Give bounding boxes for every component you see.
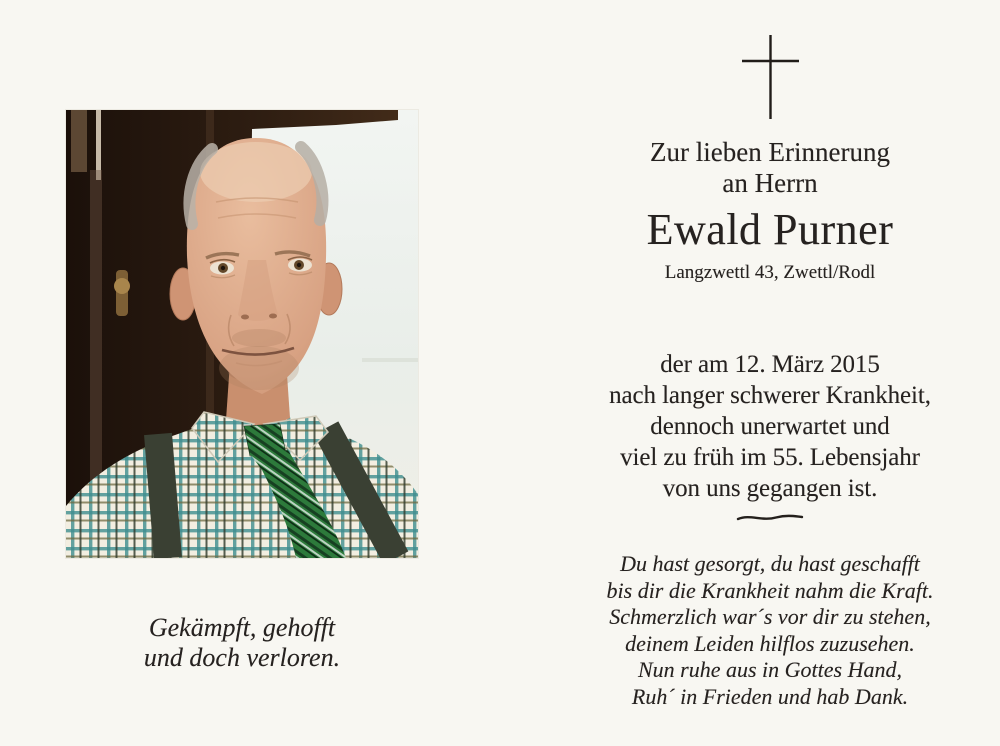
- poem-line: bis dir die Krankheit nahm die Kraft.: [606, 577, 934, 603]
- poem-line: Schmerzlich war´s vor dir zu stehen,: [609, 604, 931, 630]
- obituary-line: nach langer schwerer Krankheit,: [609, 382, 931, 409]
- photo-caption: [66, 613, 418, 673]
- photo-caption-line: Gekämpft, gehofft: [148, 613, 336, 642]
- memorial-header-line: Zur lieben Erinnerung: [650, 137, 890, 167]
- obituary-text: [560, 349, 980, 504]
- poem-line: Du hast gesorgt, du hast geschafft: [620, 551, 920, 576]
- deceased-name: Ewald Purner: [646, 205, 894, 254]
- poem-line: Nun ruhe aus in Gottes Hand,: [638, 657, 902, 683]
- obituary-line: viel zu früh im 55. Lebensjahr: [620, 444, 920, 471]
- cross-icon: [560, 34, 980, 120]
- memorial-header: [560, 137, 980, 199]
- memorial-header-line: an Herrn: [722, 168, 818, 198]
- deceased-address: Langzwettl 43, Zwettl/Rodl: [664, 262, 876, 283]
- poem-line: deinem Leiden hilflos zuzusehen.: [625, 630, 915, 656]
- portrait-photo-art: [66, 110, 418, 558]
- divider-squiggle-icon: [560, 512, 980, 524]
- obituary-line: dennoch unerwartet und: [650, 413, 890, 440]
- obituary-line: von uns gegangen ist.: [662, 475, 878, 502]
- memorial-poem: [560, 551, 980, 711]
- portrait-photo: [66, 110, 418, 558]
- poem-line: Ruh´ in Frieden und hab Dank.: [631, 683, 909, 709]
- obituary-line: der am 12. März 2015: [660, 351, 880, 378]
- announcement-column: [560, 0, 980, 746]
- photo-caption-line: und doch verloren.: [143, 643, 341, 672]
